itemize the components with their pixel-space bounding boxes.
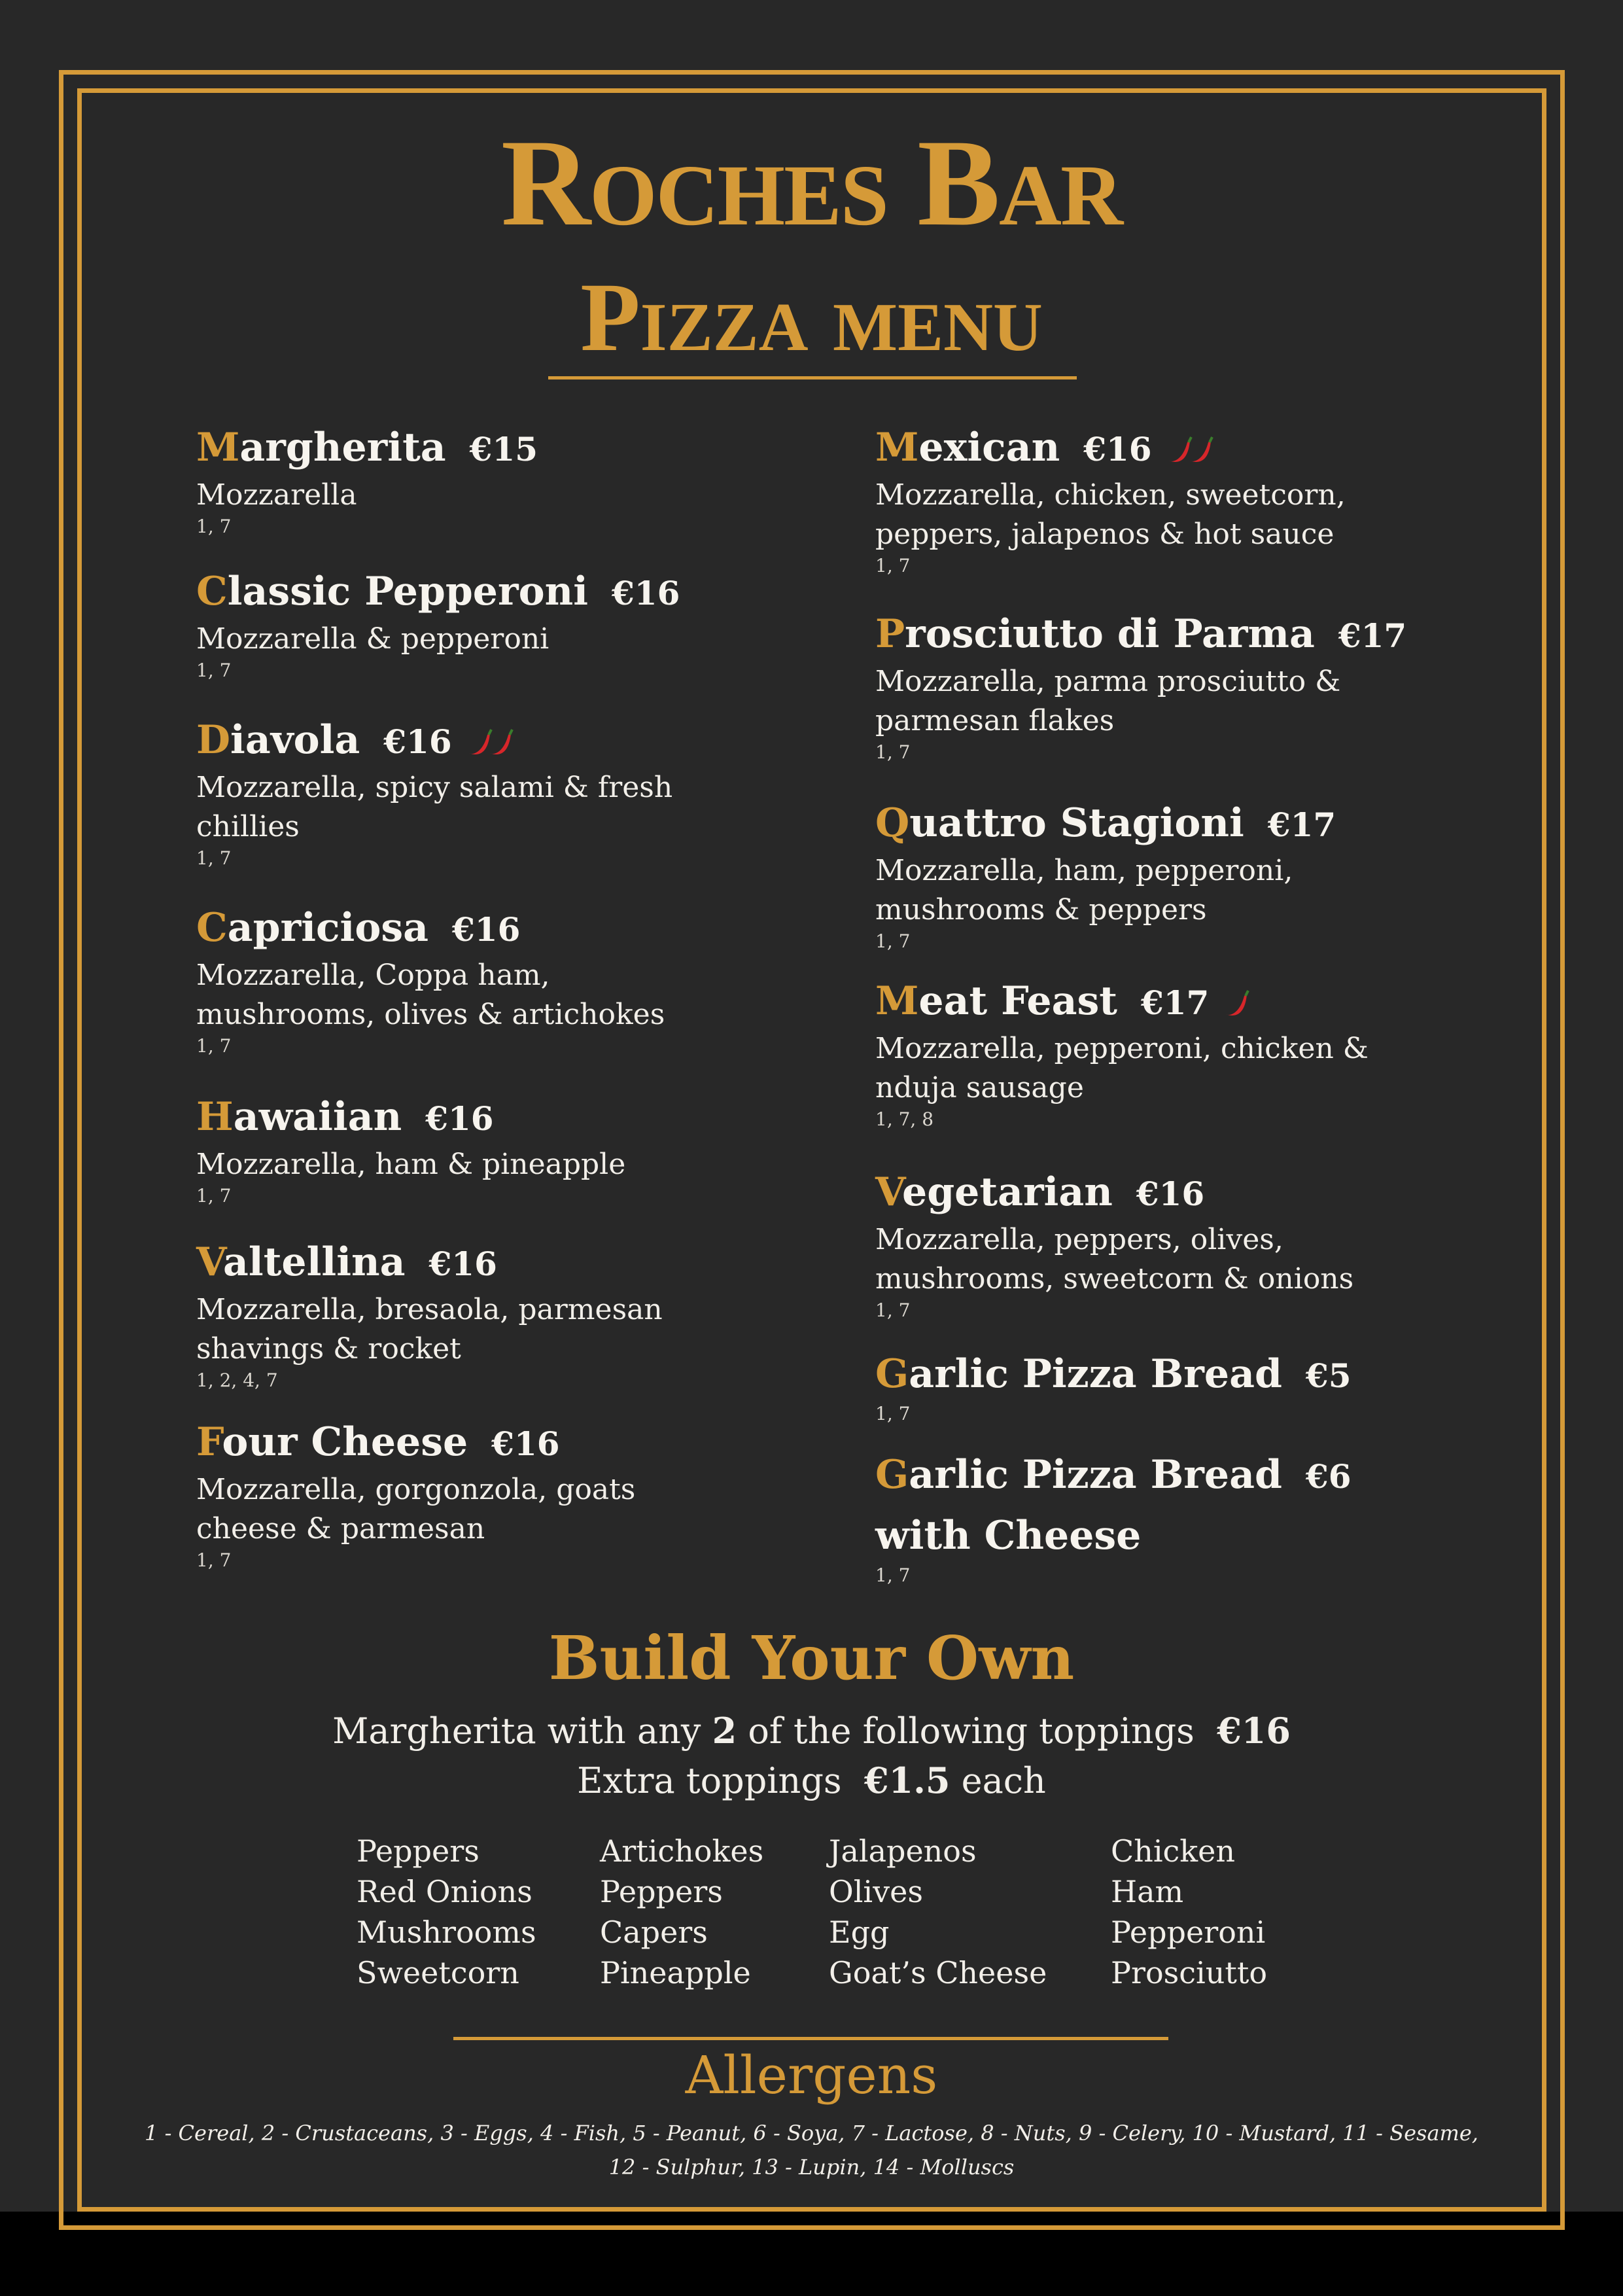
item-price: €17: [1267, 805, 1336, 844]
allergens-legend-line-1: 1 - Cereal, 2 - Crustaceans, 3 - Eggs, 4 - Fish, 5 - Peanut, 6 - Soya, 7 - Lactose, 8 - Nuts, 9 - Celery, 10 - Mustard, 11 - Sesame,: [145, 2121, 1478, 2146]
restaurant-title: Roches Bar: [500, 115, 1123, 252]
double-chili-icon: [1165, 434, 1217, 467]
item-initial: G: [875, 1351, 909, 1397]
item-description: Mozzarella, bresaola, parmesan shavings & rocket: [196, 1293, 663, 1366]
item-name-rest: arlic Pizza Bread: [909, 1351, 1282, 1397]
item-allergens: 1, 7: [196, 516, 232, 537]
byo-line2-pre: Extra toppings: [577, 1760, 842, 1801]
byo-topping-count: 2: [712, 1710, 737, 1752]
topping-item: Artichokes: [600, 1833, 764, 1869]
topping-item: Pineapple: [600, 1955, 751, 1990]
menu-item-garlic-pizza-bread-cheese: [875, 1453, 1412, 1587]
item-description: Mozzarella, Coppa ham, mushrooms, olives & artichokes: [196, 959, 665, 1031]
item-name: [875, 1170, 1412, 1215]
item-name-rest: exican: [918, 425, 1060, 470]
item-name: [196, 718, 733, 763]
item-name-rest: uattro Stagioni: [909, 800, 1244, 846]
item-name-rest: awaiian: [233, 1094, 402, 1140]
topping-item: Chicken: [1111, 1833, 1236, 1869]
item-name-rest: arlic Pizza Bread: [909, 1452, 1282, 1498]
topping-item: Capers: [600, 1915, 708, 1950]
topping-item: Red Onions: [357, 1874, 532, 1909]
item-description: Mozzarella, spicy salami & fresh chillies: [196, 771, 673, 843]
item-price: €6: [1305, 1457, 1352, 1496]
item-allergens: 1, 7: [196, 1035, 232, 1057]
item-price: €17: [1140, 983, 1210, 1022]
item-description: Mozzarella, chicken, sweetcorn, peppers, jalapenos & hot sauce: [875, 478, 1346, 551]
item-initial: V: [196, 1239, 224, 1285]
topping-item: Peppers: [357, 1833, 480, 1869]
menu-item-mexican: [875, 425, 1412, 578]
item-allergens: 1, 7: [875, 1564, 911, 1586]
topping-item: Goat’s Cheese: [829, 1955, 1047, 1990]
menu-item-quattro-stagioni: [875, 801, 1412, 953]
menu-item-hawaiian: [196, 1095, 733, 1208]
item-name: [875, 979, 1412, 1024]
menu-subtitle: Pizza menu: [580, 263, 1043, 372]
item-name: [875, 1352, 1412, 1397]
item-initial: C: [196, 569, 228, 614]
item-name-rest: eat Feast: [918, 978, 1117, 1024]
topping-item: Mushrooms: [357, 1915, 536, 1950]
item-description: Mozzarella, ham, pepperoni, mushrooms & peppers: [875, 854, 1293, 927]
byo-line2-post: each: [961, 1760, 1046, 1801]
item-name: [875, 801, 1412, 846]
item-name-rest: argherita: [239, 425, 446, 470]
item-price: €16: [425, 1099, 494, 1138]
topping-item: Peppers: [600, 1874, 723, 1909]
item-price: €5: [1305, 1356, 1352, 1395]
item-name: [196, 906, 733, 951]
item-initial: V: [875, 1169, 903, 1215]
allergens-legend-line-2: 12 - Sulphur, 13 - Lupin, 14 - Molluscs: [608, 2155, 1015, 2180]
topping-item: Prosciutto: [1111, 1955, 1268, 1990]
item-price: €16: [1136, 1174, 1205, 1213]
item-allergens: 1, 7: [196, 660, 232, 681]
item-price: €17: [1338, 616, 1407, 655]
topping-item: Olives: [829, 1874, 923, 1909]
menu-item-garlic-pizza-bread: [875, 1352, 1412, 1426]
item-price: €16: [452, 910, 521, 949]
item-initial: C: [196, 905, 228, 951]
item-description: Mozzarella, parma prosciutto & parmesan flakes: [875, 665, 1341, 737]
item-price: €16: [491, 1424, 560, 1463]
item-initial: D: [196, 717, 231, 763]
item-name: [875, 425, 1412, 470]
item-name-rest: apriciosa: [227, 905, 429, 951]
item-price: €16: [612, 574, 680, 612]
menu-item-margherita: [196, 425, 733, 539]
menu-item-capriciosa: [196, 906, 733, 1058]
item-initial: M: [196, 425, 240, 470]
topping-item: Ham: [1111, 1874, 1184, 1909]
byo-line1-pre: Margherita with any: [332, 1710, 701, 1752]
item-initial: Q: [875, 800, 910, 846]
item-name-rest: lassic Pepperoni: [227, 569, 589, 614]
item-price: €16: [428, 1245, 497, 1283]
item-name: [875, 1453, 1412, 1498]
build-your-own-line-1: [0, 1710, 1623, 1752]
item-name-rest: our Cheese: [222, 1419, 468, 1465]
item-allergens: 1, 7: [875, 930, 911, 952]
item-initial: F: [196, 1419, 222, 1465]
menu-item-valtellina: [196, 1240, 733, 1392]
toppings-column-1: [357, 1831, 536, 1993]
item-name-rest: rosciutto di Parma: [905, 611, 1315, 657]
item-allergens: 1, 7: [196, 1185, 232, 1207]
allergens-title: Allergens: [685, 2045, 938, 2106]
item-name: [196, 1420, 733, 1465]
double-chili-icon: [465, 727, 517, 760]
item-allergens: 1, 7: [875, 555, 911, 576]
item-initial: H: [196, 1094, 234, 1140]
menu-item-vegetarian: [875, 1170, 1412, 1322]
item-name-rest: egetarian: [902, 1169, 1113, 1215]
build-your-own-line-2: [0, 1759, 1623, 1801]
menu-item-diavola: [196, 718, 733, 870]
topping-item: Jalapenos: [829, 1833, 977, 1869]
item-description: Mozzarella: [196, 478, 357, 512]
item-allergens: 1, 7: [875, 741, 911, 763]
item-initial: M: [875, 425, 919, 470]
item-allergens: 1, 7: [196, 1549, 232, 1571]
menu-item-four-cheese: [196, 1420, 733, 1572]
topping-item: Pepperoni: [1111, 1915, 1266, 1950]
item-description: Mozzarella, ham & pineapple: [196, 1148, 626, 1181]
item-allergens: 1, 7: [875, 1299, 911, 1321]
item-name: [196, 569, 733, 614]
item-description: Mozzarella, peppers, olives, mushrooms, sweetcorn & onions: [875, 1223, 1354, 1296]
item-initial: M: [875, 978, 919, 1024]
toppings-column-4: [1111, 1831, 1267, 1993]
item-price: €16: [1083, 430, 1152, 468]
item-description: Mozzarella, gorgonzola, goats cheese & parmesan: [196, 1473, 636, 1545]
byo-extra-price: €1.5: [864, 1759, 951, 1801]
item-name-rest: altellina: [223, 1239, 406, 1285]
build-your-own-title: Build Your Own: [548, 1623, 1075, 1693]
allergens-divider: [453, 2037, 1168, 2040]
item-allergens: 1, 7: [196, 847, 232, 869]
item-name-line2: with Cheese: [875, 1513, 1142, 1559]
item-allergens: 1, 2, 4, 7: [196, 1369, 278, 1391]
item-name-rest: iavola: [230, 717, 360, 763]
byo-base-price: €16: [1217, 1710, 1291, 1752]
item-initial: G: [875, 1452, 909, 1498]
item-name: [196, 1095, 733, 1140]
toppings-column-2: [600, 1831, 763, 1993]
item-initial: P: [875, 611, 905, 657]
chili-icon: [1222, 988, 1251, 1021]
item-price: €15: [469, 430, 538, 468]
menu-item-classic-pepperoni: [196, 569, 733, 682]
item-allergens: 1, 7: [875, 1403, 911, 1424]
item-name: [196, 425, 733, 470]
menu-item-meat-feast: [875, 979, 1412, 1131]
item-allergens: 1, 7, 8: [875, 1108, 934, 1130]
byo-line1-post: of the following toppings: [748, 1710, 1195, 1752]
topping-item: Egg: [829, 1915, 890, 1950]
topping-item: Sweetcorn: [357, 1955, 519, 1990]
item-name: [196, 1240, 733, 1285]
subtitle-divider: [548, 376, 1077, 380]
toppings-column-3: [829, 1831, 1047, 1993]
menu-item-prosciutto-di-parma: [875, 612, 1412, 764]
item-description: Mozzarella, pepperoni, chicken & nduja sausage: [875, 1032, 1369, 1104]
item-description: Mozzarella & pepperoni: [196, 622, 550, 656]
item-name: [875, 612, 1412, 657]
item-price: €16: [383, 722, 452, 761]
